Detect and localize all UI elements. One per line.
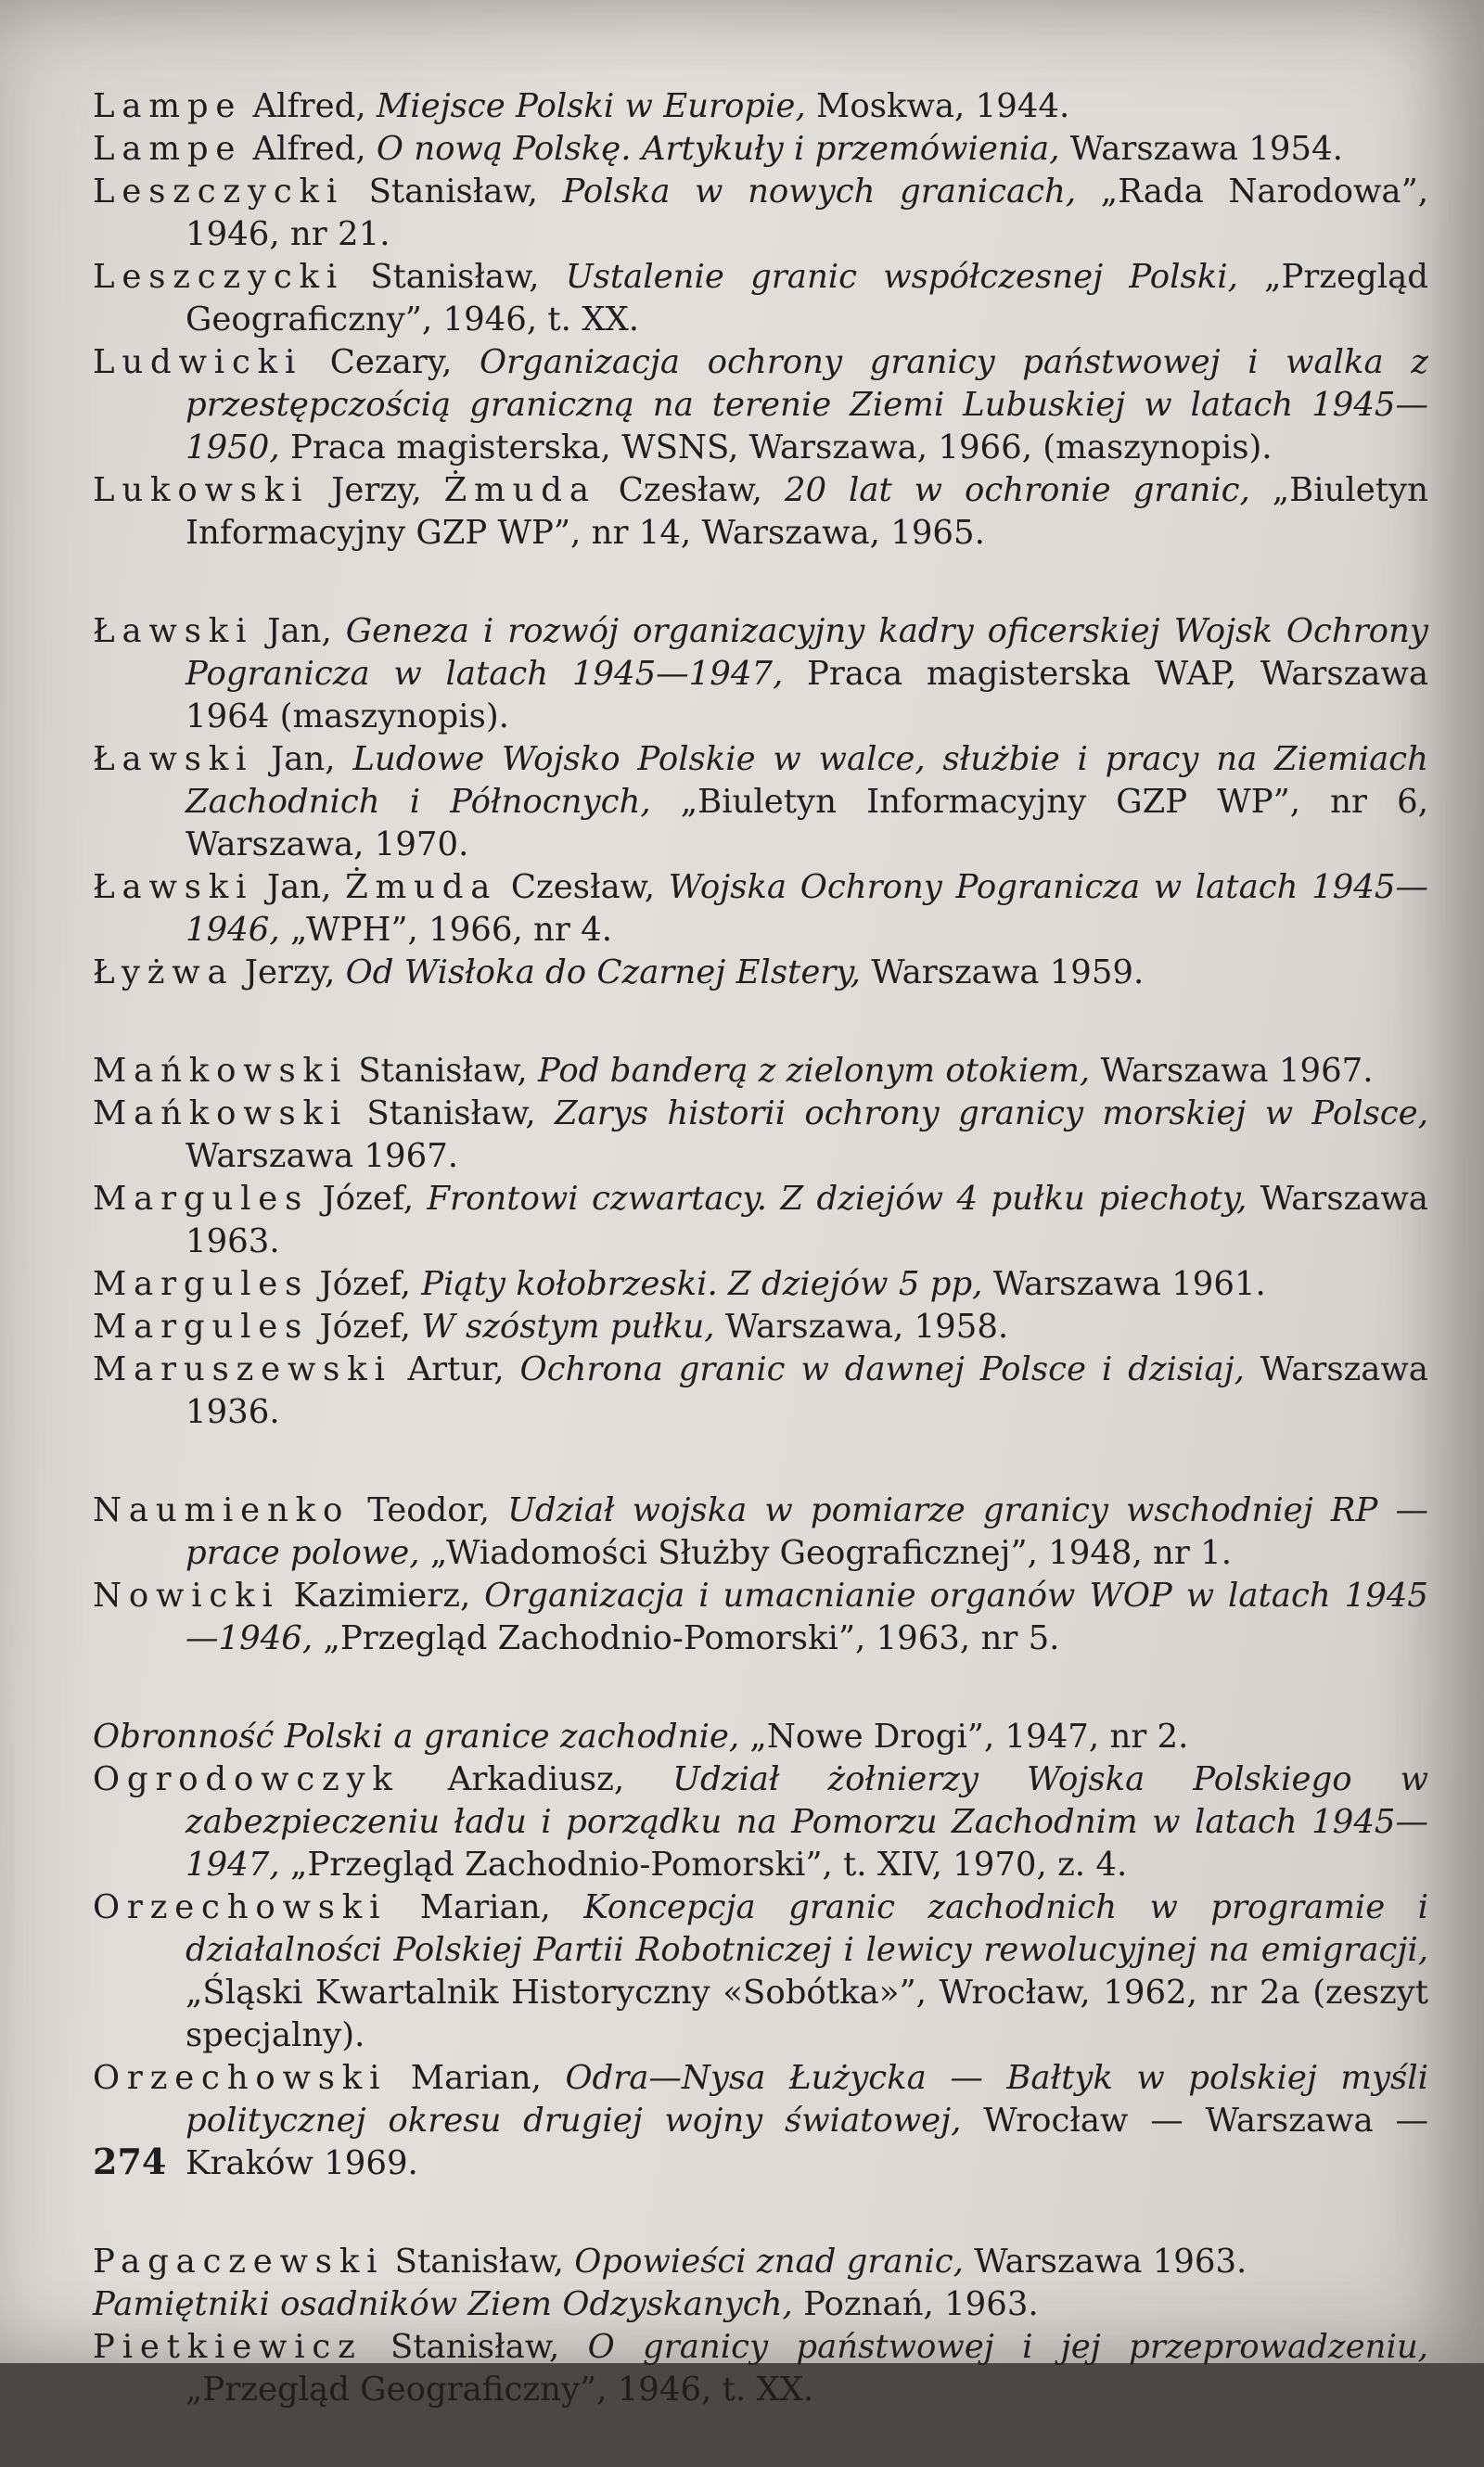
entry-title: Zarys historii ochrony granicy morskiej w Polsce,: [554, 1094, 1428, 1132]
entry-title: Ustalenie granic współczesnej Polski,: [565, 258, 1238, 296]
author-surname: Margules: [93, 1308, 310, 1346]
entry-publication: „Przegląd Geograficzny”, 1946, t. XX.: [186, 258, 1428, 339]
author-surname: Lampe: [93, 130, 243, 168]
page-number: 274: [93, 2141, 167, 2182]
author-surname: Pagaczewski: [93, 2243, 385, 2281]
bibliography-entry: [93, 1093, 1428, 1178]
entry-publication: „Biuletyn Informacyjny GZP WP”, nr 14, Warszawa, 1965.: [186, 471, 1428, 552]
entry-publication: Praca magisterska, WSNS, Warszawa, 1966, (maszynopis).: [289, 428, 1273, 467]
bibliography-entry: [93, 256, 1428, 341]
entry-title: Opowieści znad granic,: [574, 2243, 964, 2281]
author-given-name: Stanisław,: [370, 258, 540, 296]
entry-publication: Wrocław — Warszawa — Kraków 1969.: [186, 2102, 1428, 2182]
author-given-name: Marian,: [419, 1888, 551, 1926]
author-surname: Nowicki: [93, 1577, 280, 1615]
bibliography-entry: [93, 171, 1428, 256]
coauthor-surname: Żmuda: [443, 471, 596, 509]
author-given-name: Teodor,: [367, 1491, 491, 1529]
entry-publication: Warszawa 1954.: [1069, 130, 1343, 168]
author-given-name: Stanisław,: [394, 2243, 564, 2281]
bibliography-group: [93, 1050, 1428, 1434]
entry-title: O granicy państwowej i jej przeprowadzeniu,: [587, 2328, 1428, 2366]
entry-publication: Warszawa 1936.: [186, 1350, 1428, 1431]
bibliography-entry: [93, 866, 1428, 952]
entry-title: Pod banderą z zielonym otokiem,: [537, 1052, 1091, 1090]
bibliography-entry: [93, 2057, 1428, 2185]
entry-title: Organizacja i umacnianie organów WOP w latach 1945—1946,: [186, 1577, 1428, 1657]
bibliography-entry: [93, 1716, 1428, 1758]
bibliography-entry: [93, 1178, 1428, 1263]
author-given-name: Jan,: [271, 740, 336, 778]
entry-publication: „Biuletyn Informacyjny GZP WP”, nr 6, Warszawa, 1970.: [186, 783, 1428, 863]
bibliography-entry: [93, 1349, 1428, 1434]
bibliography-entry: [93, 469, 1428, 555]
author-given-name: Jan,: [266, 868, 332, 906]
bibliography-entry: [93, 738, 1428, 866]
entry-publication: „Przegląd Zachodnio-Pomorski”, 1963, nr 5.: [323, 1619, 1060, 1657]
author-surname: Margules: [93, 1265, 310, 1303]
author-surname: Maruszewski: [93, 1350, 392, 1388]
entry-title: Geneza i rozwój organizacyjny kadry oficerskiej Wojsk Ochrony Pogranicza w latach 1945—1947,: [186, 612, 1428, 693]
author-surname: Mańkowski: [93, 1094, 349, 1132]
bibliography-group: [93, 85, 1428, 555]
entry-title: Pamiętniki osadników Ziem Odzyskanych,: [93, 2285, 793, 2323]
bibliography-entry: [93, 341, 1428, 469]
author-given-name: Alfred,: [252, 130, 366, 168]
author-given-name: Artur,: [407, 1350, 505, 1388]
author-surname: Margules: [93, 1180, 310, 1218]
author-surname: Ławski: [93, 740, 254, 778]
entry-title: Koncepcja granic zachodnich w programie i działalności Polskiej Partii Robotniczej i lewicy rewolucyjnej na emigracji,: [186, 1888, 1428, 1969]
entry-title: Udział żołnierzy Wojska Polskiego w zabezpieczeniu ładu i porządku na Pomorzu Zachodnim w latach 1945—1947,: [186, 1760, 1428, 1884]
entry-title: Od Wisłoka do Czarnej Elstery,: [345, 953, 861, 991]
author-surname: Pietkiewicz: [93, 2328, 363, 2366]
entry-title: 20 lat w ochronie granic,: [784, 471, 1250, 509]
author-given-name: Arkadiusz,: [447, 1760, 625, 1798]
entry-publication: Warszawa, 1958.: [724, 1308, 1009, 1346]
entry-title: Obronność Polski a granice zachodnie,: [93, 1718, 740, 1756]
entry-title: Piąty kołobrzeski. Z dziejów 5 pp,: [421, 1265, 983, 1303]
author-given-name: Jan,: [267, 612, 332, 650]
entry-publication: Moskwa, 1944.: [816, 87, 1070, 125]
author-surname: Leszczycki: [93, 258, 344, 296]
entry-title: Wojska Ochrony Pogranicza w latach 1945—1946,: [186, 868, 1428, 949]
bibliography-entry: [93, 2283, 1428, 2326]
entry-title: Organizacja ochrony granicy państwowej i walka z przestępczością graniczną na terenie Ziemi Lubuskiej w latach 1945—1950,: [186, 343, 1428, 467]
author-given-name: Kazimierz,: [293, 1577, 471, 1615]
entry-title: Udział wojska w pomiarze granicy wschodniej RP — prace polowe,: [186, 1491, 1429, 1572]
author-given-name: Jerzy,: [244, 953, 336, 991]
bibliography: [93, 85, 1428, 2467]
entry-publication: „WPH”, 1966, nr 4.: [289, 911, 613, 949]
bibliography-entry: [93, 1886, 1428, 2057]
entry-title: O nową Polskę. Artykuły i przemówienia,: [376, 130, 1060, 168]
author-given-name: Józef,: [322, 1180, 415, 1218]
entry-publication: Warszawa 1961.: [992, 1265, 1266, 1303]
author-given-name: Stanisław,: [358, 1052, 528, 1090]
author-given-name: Stanisław,: [390, 2328, 560, 2366]
bibliography-entry: [93, 85, 1428, 128]
bibliography-entry: [93, 1306, 1428, 1349]
entry-publication: Warszawa 1963.: [186, 1180, 1428, 1260]
entry-publication: „Śląski Kwartalnik Historyczny «Sobótka»”, Wrocław, 1962, nr 2a (zeszyt specjalny).: [186, 1974, 1428, 2054]
bibliography-entry: [93, 2326, 1428, 2411]
author-given-name: Stanisław,: [366, 1094, 536, 1132]
author-surname: Naumienko: [93, 1491, 351, 1529]
author-given-name: Józef,: [319, 1265, 411, 1303]
bibliography-entry: [93, 128, 1428, 171]
author-surname: Orzechowski: [93, 2059, 388, 2097]
entry-title: Odra—Nysa Łużycka — Bałtyk w polskiej myśli politycznej okresu drugiej wojny światowej,: [186, 2059, 1428, 2140]
entry-publication: Warszawa 1967.: [186, 1137, 459, 1175]
entry-publication: Warszawa 1967.: [1100, 1052, 1374, 1090]
entry-publication: „Nowe Drogi”, 1947, nr 2.: [749, 1718, 1189, 1756]
coauthor-surname: Żmuda: [345, 868, 498, 906]
author-given-name: Marian,: [410, 2059, 542, 2097]
author-surname: Mańkowski: [93, 1052, 349, 1090]
entry-title: Frontowi czwartacy. Z dziejów 4 pułku piechoty,: [427, 1180, 1247, 1218]
coauthor-given-name: Czesław,: [618, 471, 762, 509]
bibliography-group: [93, 610, 1428, 994]
entry-publication: „Wiadomości Służby Geograficznej”, 1948, nr 1.: [429, 1534, 1233, 1572]
entry-title: Polska w nowych granicach,: [562, 173, 1077, 211]
entry-title: Ludowe Wojsko Polskie w walce, służbie i pracy na Ziemiach Zachodnich i Północnych,: [186, 740, 1428, 821]
entry-title: Ochrona granic w dawnej Polsce i dzisiaj,: [519, 1350, 1245, 1388]
author-surname: Lukowski: [93, 471, 310, 509]
bibliography-entry: [93, 1489, 1428, 1575]
author-given-name: Alfred,: [252, 87, 366, 125]
entry-publication: „Przegląd Geograficzny”, 1946, t. XX.: [186, 2371, 814, 2409]
entry-publication: „Rada Narodowa”, 1946, nr 21.: [186, 173, 1429, 253]
author-surname: Leszczycki: [93, 173, 344, 211]
bibliography-group: [93, 1716, 1428, 2185]
bibliography-entry: [93, 610, 1428, 738]
author-surname: Ogrodowczyk: [93, 1760, 400, 1798]
bibliography-entry: [93, 1263, 1428, 1306]
coauthor-given-name: Czesław,: [510, 868, 656, 906]
bibliography-entry: [93, 1575, 1428, 1660]
entry-publication: Warszawa 1959.: [871, 953, 1145, 991]
bibliography-entry: [93, 952, 1428, 994]
author-surname: Ludwicki: [93, 343, 303, 381]
bibliography-entry: [93, 2241, 1428, 2283]
entry-publication: „Przegląd Zachodnio-Pomorski”, t. XIV, 1970, z. 4.: [289, 1846, 1128, 1884]
bibliography-group: [93, 1489, 1428, 1660]
author-surname: Lampe: [93, 87, 243, 125]
entry-publication: Praca magisterska WAP, Warszawa 1964 (maszynopis).: [186, 655, 1428, 735]
author-given-name: Cezary,: [329, 343, 453, 381]
bibliography-group: [93, 2241, 1428, 2411]
entry-publication: Warszawa 1963.: [974, 2243, 1247, 2281]
bibliography-entry: [93, 1758, 1428, 1886]
author-given-name: Józef,: [319, 1308, 411, 1346]
author-surname: Ławski: [93, 868, 254, 906]
bibliography-entry: [93, 1050, 1428, 1093]
author-surname: Orzechowski: [93, 1888, 388, 1926]
entry-publication: Poznań, 1963.: [803, 2285, 1039, 2323]
entry-title: W szóstym pułku,: [421, 1308, 715, 1346]
author-given-name: Jerzy,: [331, 471, 422, 509]
entry-title: Miejsce Polski w Europie,: [376, 87, 806, 125]
author-surname: Ławski: [93, 612, 254, 650]
author-given-name: Stanisław,: [368, 173, 538, 211]
author-surname: Łyżwa: [93, 953, 235, 991]
